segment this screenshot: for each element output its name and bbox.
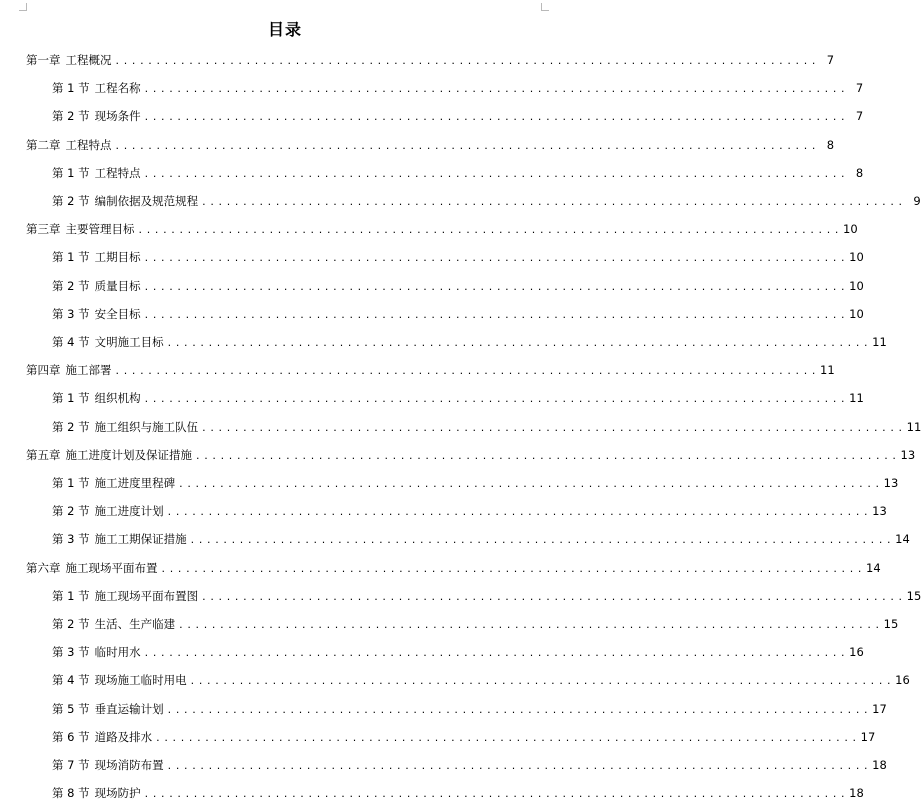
toc-entry-number: 第一章 xyxy=(26,53,61,67)
toc-dot-leader: . . . . . . . . . . . . . . . . . . . . . . . . . . . . . . . . . . . . . . . . . . . . . . . . . . . . . . . . . . . . . . . . . . . . . . . . . . . . . . . . . . . . . . xyxy=(202,195,903,208)
toc-dot-leader: . . . . . . . . . . . . . . . . . . . . . . . . . . . . . . . . . . . . . . . . . . . . . . . . . . . . . . . . . . . . . . . . . . . . . . . . . . . . . . . . . . . . . . xyxy=(196,448,897,462)
toc-entry-number: 第 8 节 xyxy=(52,786,90,801)
toc-entry-section[interactable] xyxy=(52,164,864,182)
toc-page-number: 9 xyxy=(913,194,921,208)
toc-entry-section[interactable] xyxy=(52,728,876,746)
toc-page-number: 8 xyxy=(855,165,864,180)
toc-entry-number: 第 3 节 xyxy=(52,306,90,321)
toc-dot-leader: . . . . . . . . . . . . . . . . . . . . . . . . . . . . . . . . . . . . . . . . . . . . . . . . . . . . . . . . . . . . . . . . . . . . . . . . . . . . . . . . . . . . . . xyxy=(115,364,817,378)
toc-entry-number: 第五章 xyxy=(26,447,61,462)
toc-entry-title: 编制依据及规范规程 xyxy=(94,194,199,208)
toc-entry-number: 第 1 节 xyxy=(52,588,90,603)
toc-entry-number: 第 7 节 xyxy=(52,758,90,772)
toc-entry-title: 工程概况 xyxy=(65,53,112,67)
toc-page-number: 8 xyxy=(826,137,835,152)
toc-entry-title: 工期目标 xyxy=(94,250,141,265)
toc-entry-section[interactable] xyxy=(52,333,887,351)
toc-page-number: 18 xyxy=(849,786,864,801)
toc-entry-title: 现场消防布置 xyxy=(94,758,164,772)
toc-page-number: 18 xyxy=(872,758,887,772)
toc-entry-number: 第 2 节 xyxy=(52,194,90,208)
toc-entry-section[interactable] xyxy=(52,530,910,548)
toc-entry-number: 第 1 节 xyxy=(52,250,90,265)
toc-dot-leader: . . . . . . . . . . . . . . . . . . . . . . . . . . . . . . . . . . . . . . . . . . . . . . . . . . . . . . . . . . . . . . . . . . . . . . . . . . . . . . . . . . . . . . xyxy=(144,646,846,660)
toc-entry-section[interactable] xyxy=(52,277,864,295)
toc-page-number: 14 xyxy=(895,532,910,547)
toc-entry-chapter[interactable] xyxy=(26,446,916,464)
toc-dot-leader: . . . . . . . . . . . . . . . . . . . . . . . . . . . . . . . . . . . . . . . . . . . . . . . . . . . . . . . . . . . . . . . . . . . . . . . . . . . . . . . . . . . . . . xyxy=(144,787,846,801)
toc-entry-number: 第 2 节 xyxy=(52,617,90,631)
toc-entry-title: 工程特点 xyxy=(65,137,112,152)
toc-page-number: 11 xyxy=(820,363,835,378)
toc-entry-section[interactable] xyxy=(52,192,921,210)
toc-entry-title: 施工部署 xyxy=(65,363,112,378)
toc-dot-leader: . . . . . . . . . . . . . . . . . . . . . . . . . . . . . . . . . . . . . . . . . . . . . . . . . . . . . . . . . . . . . . . . . . . . . . . . . . . . . . . . . . . . . . xyxy=(167,505,869,519)
toc-entry-section[interactable] xyxy=(52,700,887,718)
toc-entry-section[interactable] xyxy=(52,418,921,436)
toc-entry-title: 主要管理目标 xyxy=(65,222,135,237)
toc-page-number: 13 xyxy=(872,504,887,519)
toc-entry-chapter[interactable] xyxy=(26,559,881,577)
toc-entry-number: 第 2 节 xyxy=(52,109,90,124)
toc-dot-leader: . . . . . . . . . . . . . . . . . . . . . . . . . . . . . . . . . . . . . . . . . . . . . . . . . . . . . . . . . . . . . . . . . . . . . . . . . . . . . . . . . . . . . . xyxy=(167,336,869,349)
toc-page-number: 15 xyxy=(883,617,899,631)
toc-entry-number: 第 6 节 xyxy=(52,729,90,744)
toc-dot-leader: . . . . . . . . . . . . . . . . . . . . . . . . . . . . . . . . . . . . . . . . . . . . . . . . . . . . . . . . . . . . . . . . . . . . . . . . . . . . . . . . . . . . . . xyxy=(138,223,840,237)
toc-entry-title: 施工现场平面布置图 xyxy=(94,588,199,603)
toc-page-number: 11 xyxy=(906,419,921,434)
toc-entry-section[interactable] xyxy=(52,502,887,520)
toc-page-number: 13 xyxy=(900,447,916,462)
toc-entry-section[interactable] xyxy=(52,474,899,492)
toc-dot-leader: . . . . . . . . . . . . . . . . . . . . . . . . . . . . . . . . . . . . . . . . . . . . . . . . . . . . . . . . . . . . . . . . . . . . . . . . . . . . . . . . . . . . . . xyxy=(190,533,892,547)
toc-dot-leader: . . . . . . . . . . . . . . . . . . . . . . . . . . . . . . . . . . . . . . . . . . . . . . . . . . . . . . . . . . . . . . . . . . . . . . . . . . . . . . . . . . . . . . xyxy=(144,166,846,180)
toc-page-number: 10 xyxy=(843,222,858,237)
toc-entry-number: 第 1 节 xyxy=(52,391,90,406)
toc-entry-section[interactable] xyxy=(52,756,887,774)
page-title: 目录 xyxy=(267,20,302,39)
toc-dot-leader: . . . . . . . . . . . . . . . . . . . . . . . . . . . . . . . . . . . . . . . . . . . . . . . . . . . . . . . . . . . . . . . . . . . . . . . . . . . . . . . . . . . . . . xyxy=(144,307,846,321)
toc-entry-number: 第 4 节 xyxy=(52,335,90,349)
toc-entry-section[interactable] xyxy=(52,671,910,689)
toc-entry-chapter[interactable] xyxy=(26,361,835,379)
toc-entry-number: 第 1 节 xyxy=(52,165,90,180)
page-corner-mark-left xyxy=(19,3,27,11)
toc-page-number: 10 xyxy=(849,250,864,265)
toc-dot-leader: . . . . . . . . . . . . . . . . . . . . . . . . . . . . . . . . . . . . . . . . . . . . . . . . . . . . . . . . . . . . . . . . . . . . . . . . . . . . . . . . . . . . . . xyxy=(167,759,869,772)
toc-entry-title: 质量目标 xyxy=(94,278,141,293)
toc-page-number: 7 xyxy=(855,109,864,124)
toc-entry-number: 第 3 节 xyxy=(52,645,90,660)
toc-entry-section[interactable] xyxy=(52,107,864,125)
toc-dot-leader: . . . . . . . . . . . . . . . . . . . . . . . . . . . . . . . . . . . . . . . . . . . . . . . . . . . . . . . . . . . . . . . . . . . . . . . . . . . . . . . . . . . . . . xyxy=(179,618,880,631)
toc-page-number: 14 xyxy=(866,560,881,575)
toc-entry-number: 第四章 xyxy=(26,363,61,378)
toc-entry-section[interactable] xyxy=(52,248,864,266)
toc-entry-title: 施工进度里程碑 xyxy=(94,476,176,490)
toc-entry-section[interactable] xyxy=(52,615,899,633)
toc-dot-leader: . . . . . . . . . . . . . . . . . . . . . . . . . . . . . . . . . . . . . . . . . . . . . . . . . . . . . . . . . . . . . . . . . . . . . . . . . . . . . . . . . . . . . . xyxy=(202,420,903,434)
toc-entry-number: 第 3 节 xyxy=(52,532,90,547)
toc-entry-title: 工程特点 xyxy=(94,165,141,180)
toc-entry-title: 文明施工目标 xyxy=(94,335,164,349)
toc-entry-number: 第六章 xyxy=(26,560,61,575)
toc-entry-section[interactable] xyxy=(52,389,864,407)
toc-entry-chapter[interactable] xyxy=(26,220,858,238)
toc-page-number: 10 xyxy=(849,306,864,321)
toc-page-number: 17 xyxy=(860,729,876,744)
toc-dot-leader: . . . . . . . . . . . . . . . . . . . . . . . . . . . . . . . . . . . . . . . . . . . . . . . . . . . . . . . . . . . . . . . . . . . . . . . . . . . . . . . . . . . . . . xyxy=(144,82,846,96)
toc-dot-leader: . . . . . . . . . . . . . . . . . . . . . . . . . . . . . . . . . . . . . . . . . . . . . . . . . . . . . . . . . . . . . . . . . . . . . . . . . . . . . . . . . . . . . . xyxy=(115,138,817,152)
toc-page-number: 11 xyxy=(872,335,887,349)
toc-entry-section[interactable] xyxy=(52,587,921,605)
toc-entry-title: 现场条件 xyxy=(94,109,141,124)
toc-entry-title: 安全目标 xyxy=(94,306,141,321)
toc-page-number: 13 xyxy=(883,476,899,490)
toc-entry-number: 第 1 节 xyxy=(52,476,90,490)
toc-entry-title: 施工工期保证措施 xyxy=(94,532,187,547)
toc-dot-leader: . . . . . . . . . . . . . . . . . . . . . . . . . . . . . . . . . . . . . . . . . . . . . . . . . . . . . . . . . . . . . . . . . . . . . . . . . . . . . . . . . . . . . . xyxy=(190,674,892,688)
toc-entry-title: 施工进度计划及保证措施 xyxy=(65,447,192,462)
toc-entry-section[interactable] xyxy=(52,79,864,97)
toc-page-number: 15 xyxy=(906,588,921,603)
toc-dot-leader: . . . . . . . . . . . . . . . . . . . . . . . . . . . . . . . . . . . . . . . . . . . . . . . . . . . . . . . . . . . . . . . . . . . . . . . . . . . . . . . . . . . . . . xyxy=(179,477,880,490)
toc-entry-title: 道路及排水 xyxy=(94,729,153,744)
toc-dot-leader: . . . . . . . . . . . . . . . . . . . . . . . . . . . . . . . . . . . . . . . . . . . . . . . . . . . . . . . . . . . . . . . . . . . . . . . . . . . . . . . . . . . . . . xyxy=(115,54,817,67)
toc-entry-chapter[interactable] xyxy=(26,51,835,69)
toc-entry-section[interactable] xyxy=(52,784,864,802)
toc-page-number: 7 xyxy=(826,53,835,67)
toc-dot-leader: . . . . . . . . . . . . . . . . . . . . . . . . . . . . . . . . . . . . . . . . . . . . . . . . . . . . . . . . . . . . . . . . . . . . . . . . . . . . . . . . . . . . . . xyxy=(144,251,846,265)
toc-entry-section[interactable] xyxy=(52,305,864,323)
toc-dot-leader: . . . . . . . . . . . . . . . . . . . . . . . . . . . . . . . . . . . . . . . . . . . . . . . . . . . . . . . . . . . . . . . . . . . . . . . . . . . . . . . . . . . . . . xyxy=(167,702,869,716)
toc-page-number: 7 xyxy=(855,81,864,96)
toc-entry-title: 现场防护 xyxy=(94,786,141,801)
toc-entry-number: 第 4 节 xyxy=(52,673,90,688)
page-corner-mark-right xyxy=(541,3,549,11)
toc-entry-section[interactable] xyxy=(52,643,864,661)
toc-page-number: 10 xyxy=(849,278,864,293)
toc-entry-title: 垂直运输计划 xyxy=(94,701,164,716)
toc-dot-leader: . . . . . . . . . . . . . . . . . . . . . . . . . . . . . . . . . . . . . . . . . . . . . . . . . . . . . . . . . . . . . . . . . . . . . . . . . . . . . . . . . . . . . . xyxy=(156,730,857,744)
toc-entry-number: 第三章 xyxy=(26,222,61,237)
toc-entry-number: 第 1 节 xyxy=(52,81,90,96)
toc-page-number: 17 xyxy=(872,701,887,716)
toc-entry-title: 组织机构 xyxy=(94,391,141,406)
toc-page-number: 16 xyxy=(895,673,910,688)
toc-dot-leader: . . . . . . . . . . . . . . . . . . . . . . . . . . . . . . . . . . . . . . . . . . . . . . . . . . . . . . . . . . . . . . . . . . . . . . . . . . . . . . . . . . . . . . xyxy=(161,561,863,575)
toc-entry-title: 施工进度计划 xyxy=(94,504,164,519)
toc-entry-title: 施工组织与施工队伍 xyxy=(94,419,199,434)
toc-dot-leader: . . . . . . . . . . . . . . . . . . . . . . . . . . . . . . . . . . . . . . . . . . . . . . . . . . . . . . . . . . . . . . . . . . . . . . . . . . . . . . . . . . . . . . xyxy=(144,110,846,124)
toc-entry-title: 施工现场平面布置 xyxy=(65,560,158,575)
toc-dot-leader: . . . . . . . . . . . . . . . . . . . . . . . . . . . . . . . . . . . . . . . . . . . . . . . . . . . . . . . . . . . . . . . . . . . . . . . . . . . . . . . . . . . . . . xyxy=(144,279,846,293)
toc-entry-title: 临时用水 xyxy=(94,645,141,660)
toc-entry-title: 工程名称 xyxy=(94,81,141,96)
toc-entry-number: 第二章 xyxy=(26,137,61,152)
toc-entry-number: 第 2 节 xyxy=(52,278,90,293)
toc-entry-title: 现场施工临时用电 xyxy=(94,673,187,688)
toc-entry-number: 第 2 节 xyxy=(52,504,90,519)
toc-entry-number: 第 2 节 xyxy=(52,419,90,434)
toc-entry-chapter[interactable] xyxy=(26,136,835,154)
toc-page-number: 11 xyxy=(849,391,864,406)
toc-dot-leader: . . . . . . . . . . . . . . . . . . . . . . . . . . . . . . . . . . . . . . . . . . . . . . . . . . . . . . . . . . . . . . . . . . . . . . . . . . . . . . . . . . . . . . xyxy=(144,392,846,406)
toc-entry-title: 生活、生产临建 xyxy=(94,617,176,631)
toc-entry-number: 第 5 节 xyxy=(52,701,90,716)
toc-page-number: 16 xyxy=(849,645,864,660)
toc-dot-leader: . . . . . . . . . . . . . . . . . . . . . . . . . . . . . . . . . . . . . . . . . . . . . . . . . . . . . . . . . . . . . . . . . . . . . . . . . . . . . . . . . . . . . . xyxy=(202,589,903,603)
